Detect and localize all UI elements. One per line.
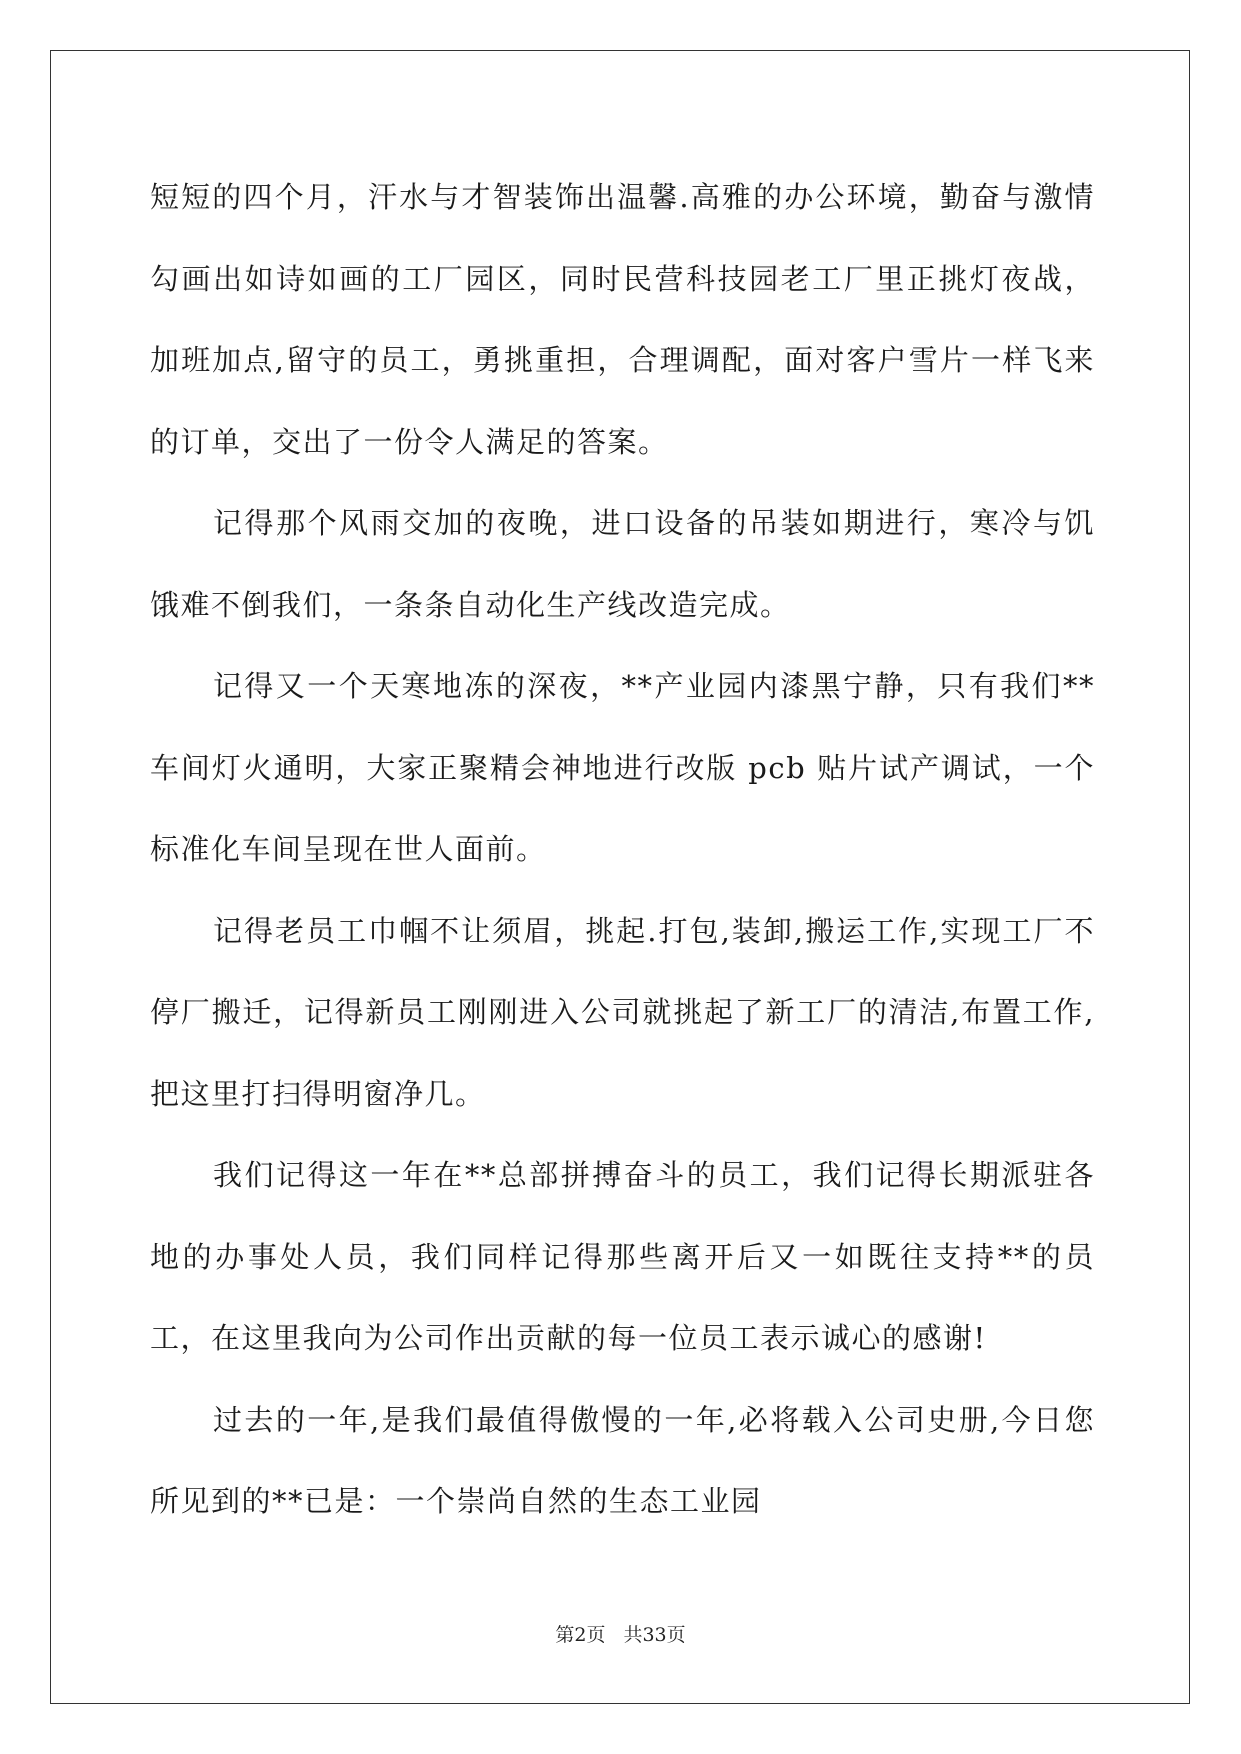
paragraph-6: 过去的一年,是我们最值得傲慢的一年,必将载入公司史册,今日您所见到的**已是：一个崇尚自然的生态工业园 (150, 1402, 1095, 1518)
page-total: 共33页 (623, 1624, 686, 1646)
page-footer (0, 1620, 1241, 1647)
document-body (150, 157, 1095, 1543)
paragraph-3: 记得又一个天寒地冻的深夜，**产业园内漆黑宁静，只有我们**车间灯火通明，大家正聚精会神地进行改版 pcb 贴片试产调试，一个标准化车间呈现在世人面前。 (150, 669, 1095, 866)
paragraph-2: 记得那个风雨交加的夜晚，进口设备的吊装如期进行，寒冷与饥饿难不倒我们，一条条自动化生产线改造完成。 (150, 506, 1095, 622)
paragraph-4: 记得老员工巾帼不让须眉，挑起.打包,装卸,搬运工作,实现工厂不停厂搬迁，记得新员工刚刚进入公司就挑起了新工厂的清洁,布置工作,把这里打扫得明窗净几。 (150, 913, 1095, 1111)
page-number: 第2页 (555, 1624, 606, 1646)
paragraph-1: 短短的四个月，汗水与才智装饰出温馨.高雅的办公环境，勤奋与激情勾画出如诗如画的工厂园区，同时民营科技园老工厂里正挑灯夜战，加班加点,留守的员工，勇挑重担，合理调配，面对客户雪片一样飞来的订单，交出了一份令人满足的答案。 (150, 180, 1095, 459)
paragraph-5: 我们记得这一年在**总部拼搏奋斗的员工，我们记得长期派驻各地的办事处人员，我们同样记得那些离开后又一如既往支持**的员工，在这里我向为公司作出贡献的每一位员工表示诚心的感谢! (150, 1158, 1095, 1355)
